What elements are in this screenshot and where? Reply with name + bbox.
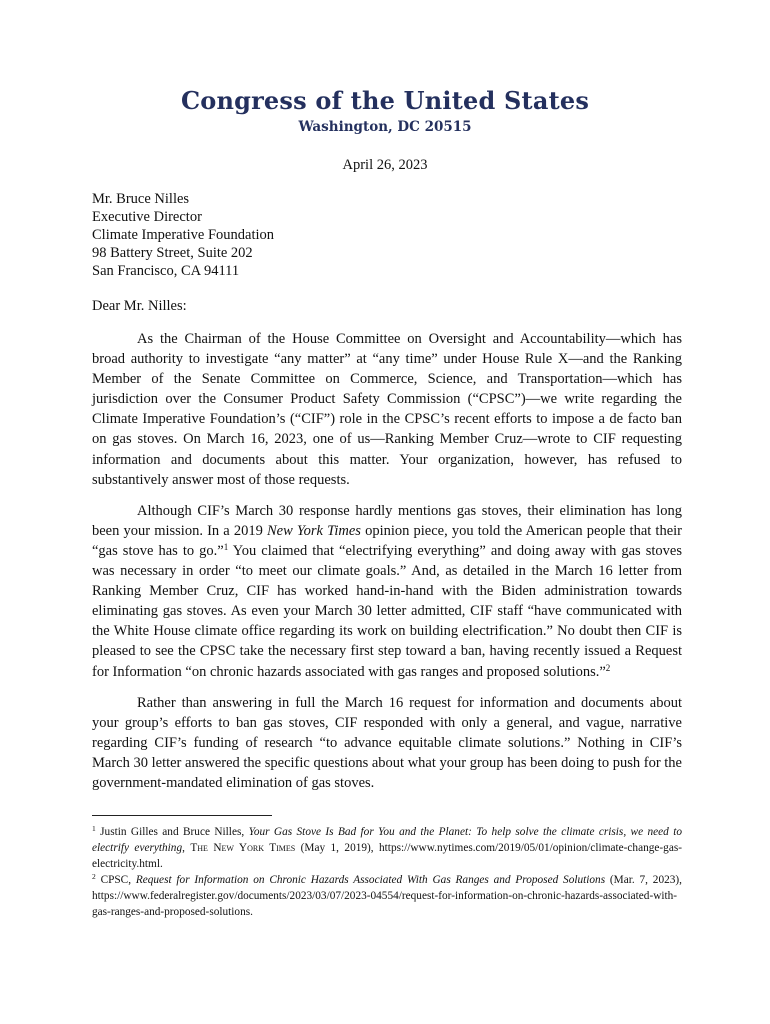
paragraph-2 [92,501,682,682]
letterhead [0,86,770,136]
footnote-1-authors: Justin Gilles and Bruce Nilles, [95,826,249,838]
letterhead-title: Congress of the United States [180,86,590,115]
paragraph-2-text-c: You claimed that “electrifying everything” and doing away with gas stoves was necessary in order “to meet our climate goals.” And, as detailed in the March 16 letter from Ranking Member Cruz, CIF has worked hand-in-hand with the Biden administration towards eliminating gas stoves. As even your March 30 letter admitted, CIF staff “have communicated with the White House climate office regarding its work on building electrification.” No doubt then CIF is pleased to see the CPSC take the necessary first step toward a ban, having recently issued a Request for Information “on chronic hazards associated with gas ranges and proposed solutions.” [92,542,682,680]
recipient-address [92,190,274,280]
footnote-2 [92,872,682,920]
footnote-ref-1: 1 [223,541,229,552]
paragraph-1: As the Chairman of the House Committee on Oversight and Accountability—which has broad authority to investigate “any matter” at “any time” under House Rule X—and the Ranking Member of the Senate Committee on Commerce, Science, and Transportation—which has jurisdiction over the Consumer Product Safety Commission (“CPSC”)—we write regarding the Climate Imperative Foundation’s (“CIF”) role in the CPSC’s recent efforts to impose a de facto ban on gas stoves. On March 16, 2023, one of us—Ranking Member Cruz—wrote to CIF requesting information and documents about this matter. Your organization, however, has refused to substantively answer most of those requests. [92,331,682,488]
recipient-city: San Francisco, CA 94111 [92,263,240,279]
paragraph-2-text-a: Although CIF’s March 30 response hardly mentions gas stoves, their elimination has long been your mission. In a 2019 [92,502,682,539]
letter-body [92,329,682,804]
letterhead-subtitle: Washington, DC 20515 [298,119,472,135]
footnote-1-separator: , [182,842,191,854]
footnote-2-details: (Mar. 7, 2023), https://www.federalregister.gov/documents/2023/03/07/2023-04554/request-for-information-on-chronic-hazards-associated-with-gas-ranges-and-proposed-solutions. [92,874,682,918]
recipient-street: 98 Battery Street, Suite 202 [92,245,253,261]
recipient-name: Mr. Bruce Nilles [92,191,190,207]
paragraph-3: Rather than answering in full the March 16 request for information and documents about your group’s efforts to ban gas stoves, CIF responded with only a general, and vague, narrative regarding CIF’s funding of research “to advance equitable climate solutions.” Nothing in CIF’s March 30 letter answered the specific questions about what your group has been doing to push for the government-mandated elimination of gas stoves. [92,694,682,791]
footnote-1 [92,824,682,872]
footnote-2-number: 2 [92,872,96,881]
footnote-1-number: 1 [92,824,96,833]
recipient-organization: Climate Imperative Foundation [92,227,275,243]
footnote-1-title: Your Gas Stove Is Bad for You and the Planet: To help solve the climate crisis, we need to electrify everything [92,826,683,854]
letter-date: April 26, 2023 [342,157,428,173]
footnotes [92,824,682,920]
paragraph-2-text-b: opinion piece, you told the American people that their “gas stove has to go.” [92,522,682,559]
footnote-ref-2: 2 [605,662,611,673]
footnote-divider [92,815,272,816]
recipient-title: Executive Director [92,209,202,225]
footnote-2-source: CPSC, [95,874,136,886]
salutation: Dear Mr. Nilles: [92,298,187,314]
footnote-1-details: (May 1, 2019), https://www.nytimes.com/2019/05/01/opinion/climate-change-gas-electricity.html. [92,842,682,870]
footnote-1-publication: The New York Times [190,842,296,854]
footnote-2-title: Request for Information on Chronic Hazards Associated With Gas Ranges and Proposed Solutions [135,874,606,886]
newspaper-name: New York Times [267,522,361,539]
